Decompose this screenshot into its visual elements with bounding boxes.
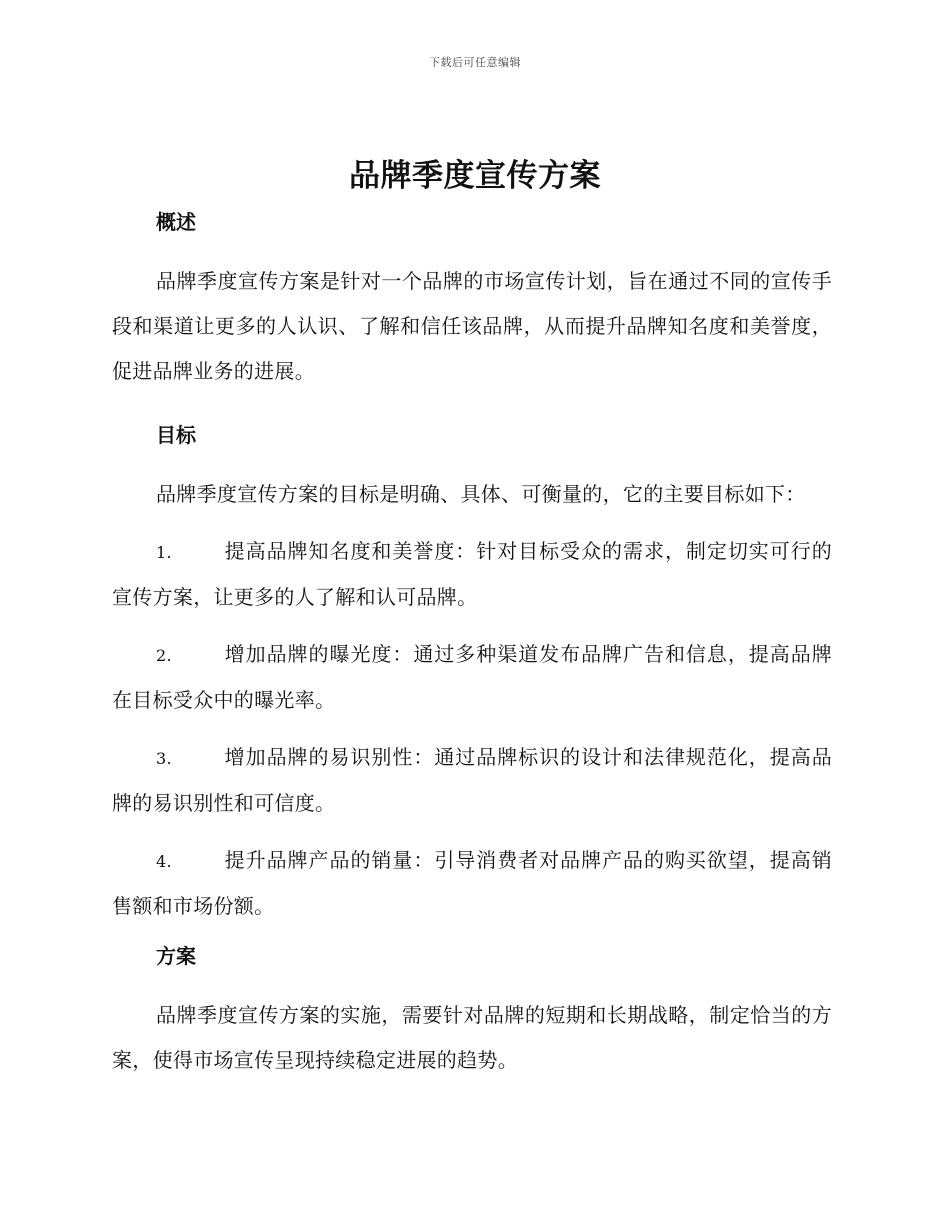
section-heading-goals: 目标 <box>156 423 196 447</box>
document-title: 品牌季度宣传方案 <box>349 158 601 194</box>
list-item-text: 增加品牌的易识别性：通过品牌标识的设计和法律规范化，提高品牌的易识别性和可信度。 <box>112 745 832 815</box>
goals-intro-paragraph: 品牌季度宣传方案的目标是明确、具体、可衡量的，它的主要目标如下： <box>156 482 806 506</box>
list-item-text: 提高品牌知名度和美誉度：针对目标受众的需求，制定切实可行的宣传方案，让更多的人了解和认可品牌。 <box>112 539 832 609</box>
list-item-text: 增加品牌的曝光度：通过多种渠道发布品牌广告和信息，提高品牌在目标受众中的曝光率。 <box>112 642 832 712</box>
goal-list-item <box>112 735 832 826</box>
list-item-text: 提升品牌产品的销量：引导消费者对品牌产品的购买欲望，提高销售额和市场份额。 <box>112 848 832 918</box>
list-number: 2. <box>156 646 172 665</box>
section-heading-overview: 概述 <box>156 210 196 234</box>
list-number: 1. <box>156 543 172 562</box>
document-body <box>112 207 832 1083</box>
overview-paragraph: 品牌季度宣传方案是针对一个品牌的市场宣传计划，旨在通过不同的宣传手段和渠道让更多的人认识、了解和信任该品牌，从而提升品牌知名度和美誉度，促进品牌业务的进展。 <box>112 269 832 383</box>
goal-list-item <box>112 838 832 929</box>
plan-paragraph: 品牌季度宣传方案的实施，需要针对品牌的短期和长期战略，制定恰当的方案，使得市场宣传呈现持续稳定进展的趋势。 <box>112 1003 832 1072</box>
section-heading-plan: 方案 <box>156 944 196 968</box>
list-number: 3. <box>156 749 172 768</box>
goal-list-item <box>112 632 832 723</box>
goal-list-item <box>112 529 832 620</box>
header-note: 下载后可任意编辑 <box>429 56 521 69</box>
list-number: 4. <box>156 852 172 871</box>
